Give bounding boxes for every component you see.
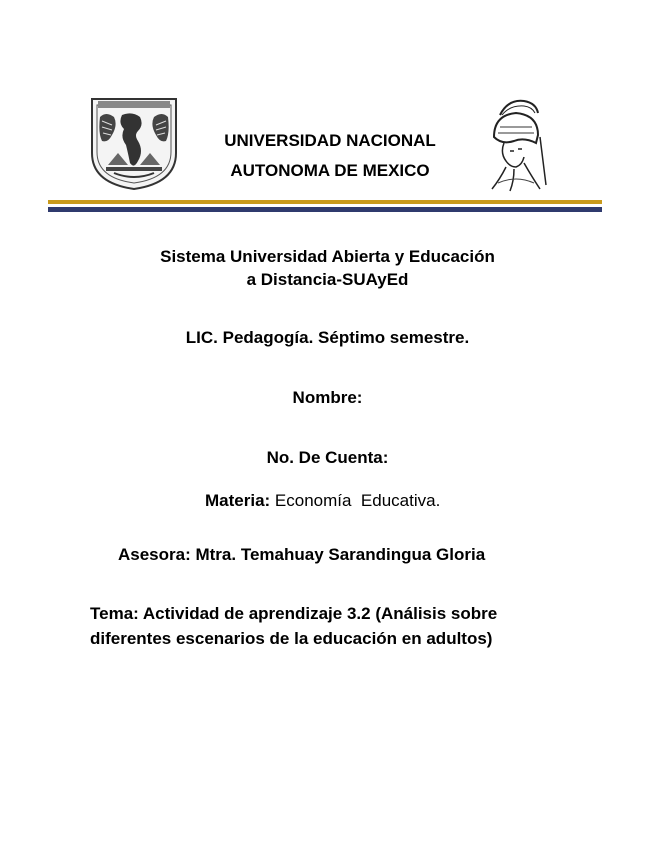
- header-rule-blue: [48, 207, 602, 212]
- topic-line-1: Tema: Actividad de aprendizaje 3.2 (Análisis sobre: [90, 604, 498, 623]
- name-label: Nombre:: [292, 388, 363, 407]
- advisor-line: Asesora: Mtra. Temahuay Sarandingua Gloria: [118, 545, 486, 564]
- system-name-line-2: a Distancia-SUAyEd: [246, 270, 409, 289]
- system-name-line-1: Sistema Universidad Abierta y Educación: [160, 247, 495, 266]
- university-name-line-2: AUTONOMA DE MEXICO: [230, 161, 430, 180]
- topic-line-2: diferentes escenarios de la educación en adultos): [90, 629, 493, 648]
- program-line: LIC. Pedagogía. Séptimo semestre.: [185, 328, 470, 347]
- account-number-label: No. De Cuenta:: [266, 448, 389, 467]
- university-name-line-1: UNIVERSIDAD NACIONAL: [224, 131, 436, 150]
- subject-label: Materia:: [205, 491, 271, 510]
- subject-line: [205, 491, 440, 511]
- subject-value: Economía Educativa.: [274, 491, 441, 510]
- unam-shield-icon: [88, 95, 180, 191]
- athena-helmet-icon: [480, 97, 552, 193]
- header-rule-gold: [48, 200, 602, 204]
